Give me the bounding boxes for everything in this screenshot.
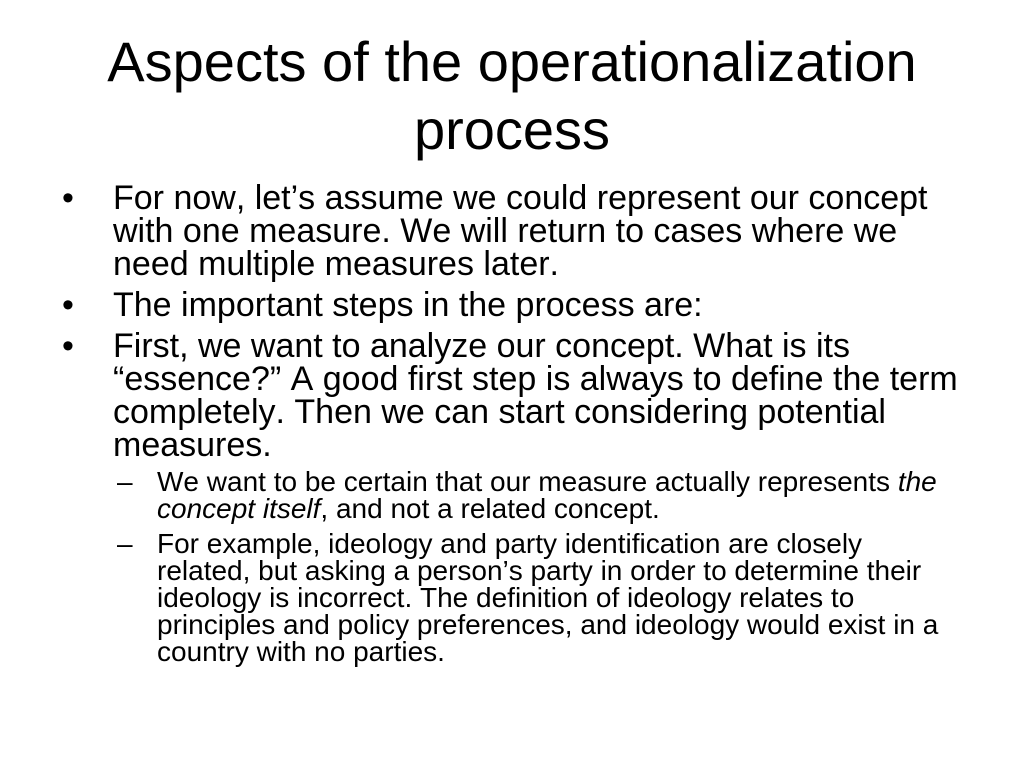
sub-bullet-item xyxy=(0,468,951,522)
sub-bullet-text: , and not a related concept. xyxy=(320,493,660,524)
bullet-item xyxy=(0,179,1024,283)
sub-bullet-list xyxy=(0,468,1024,665)
bullet-paragraph xyxy=(0,179,969,283)
bullet-item xyxy=(0,286,1024,324)
sub-bullet-text: For example, ideology and party identification are closely related, but asking a person’s party in order to determine their ideology is incorrect. The definition of ideology relates to principles and policy preferences, and ideology would exist in a country with no parties. xyxy=(157,528,939,667)
bullet-marker: • xyxy=(62,286,74,324)
sub-bullet-marker: – xyxy=(117,528,133,559)
bullet-marker: • xyxy=(62,179,74,217)
bullet-paragraph xyxy=(0,286,969,324)
sub-bullet-marker: – xyxy=(117,466,133,497)
slide-title: Aspects of the operationalization process xyxy=(107,30,917,161)
bullet-text: For now, let’s assume we could represent our concept with one measure. We will return to cases where we need multiple measures later. xyxy=(113,179,928,283)
sub-bullet-item xyxy=(0,530,951,665)
bullet-text: The important steps in the process are: xyxy=(113,286,703,324)
bullet-marker: • xyxy=(62,327,74,365)
slide-body xyxy=(0,179,1024,667)
bullet-item xyxy=(0,327,1024,667)
sub-bullet-emphasis: the concept itself xyxy=(157,466,937,524)
bullet-text: First, we want to analyze our concept. What is its “essence?” A good first step is always to define the term completely. Then we can start considering potential measures. xyxy=(113,327,958,464)
bullet-paragraph xyxy=(0,327,969,464)
sub-bullet-text: We want to be certain that our measure actually represents xyxy=(157,466,898,497)
